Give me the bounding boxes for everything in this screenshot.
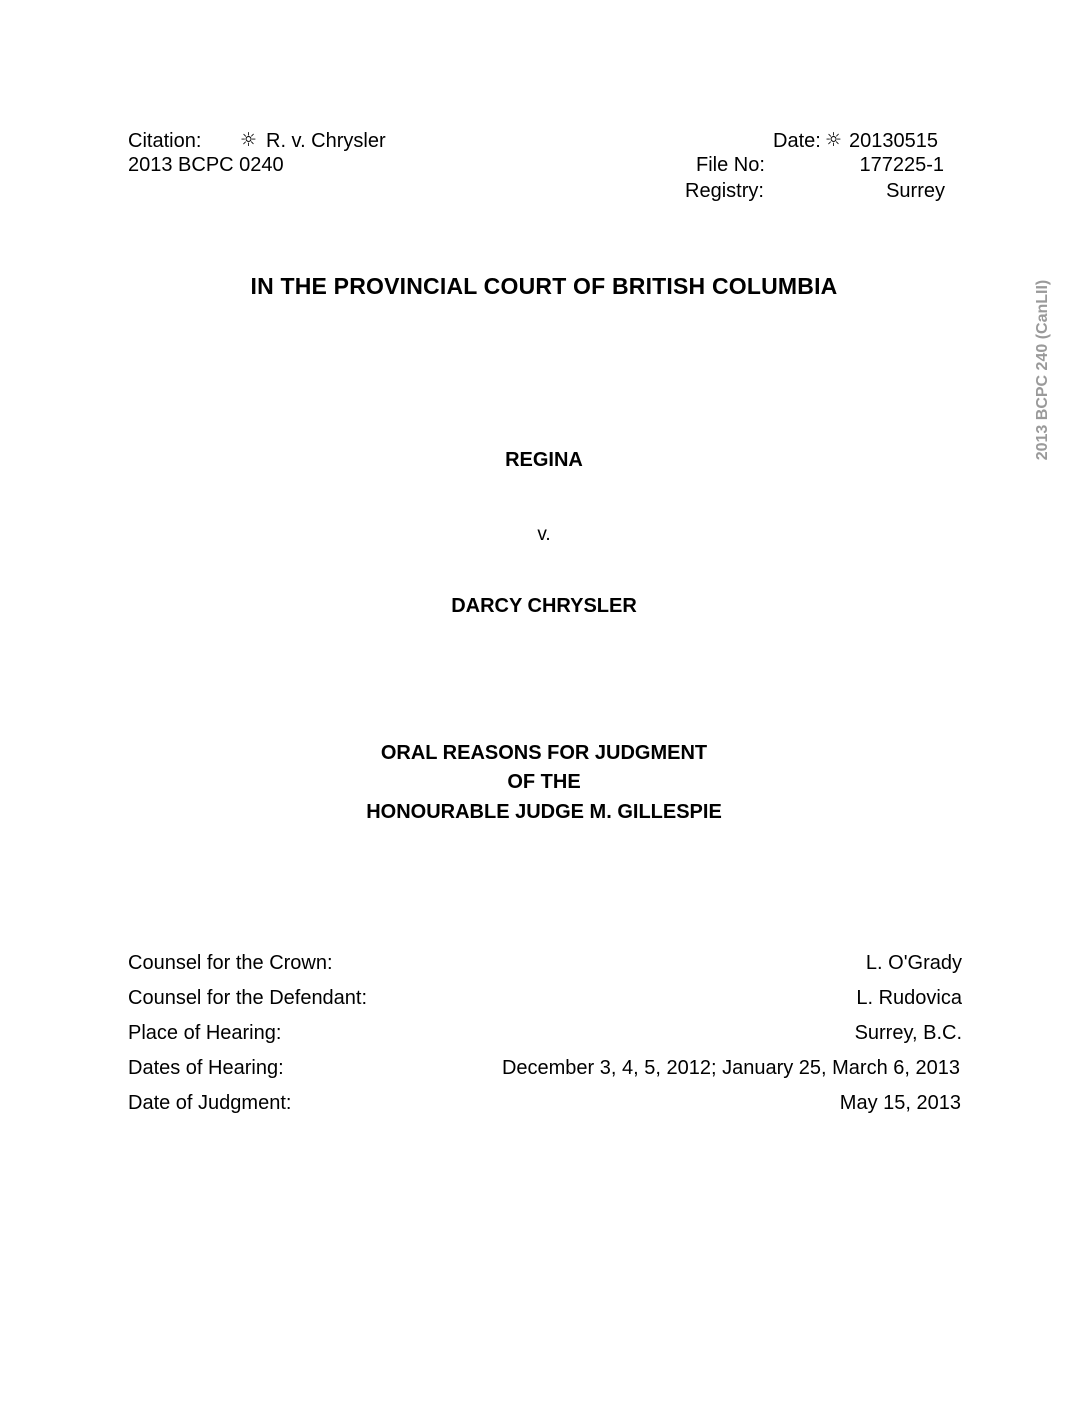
citation-name: R. v. Chrysler (266, 130, 386, 152)
registry-value: Surrey (886, 180, 945, 202)
registry-label: Registry: (685, 180, 764, 202)
details-label: Date of Judgment: (128, 1092, 292, 1114)
date-value: 20130515 (849, 130, 938, 152)
file-value: 177225-1 (859, 154, 944, 176)
details-label: Counsel for the Crown: (128, 952, 333, 974)
party-defendant: DARCY CHRYSLER (451, 595, 637, 617)
details-value: Surrey, B.C. (854, 1022, 962, 1044)
reasons-heading-line1: ORAL REASONS FOR JUDGMENT (380, 742, 708, 764)
citation-cite: 2013 BCPC 0240 (128, 154, 284, 176)
citation-label: Citation: (128, 130, 202, 152)
file-label: File No: (696, 154, 765, 176)
details-label: Place of Hearing: (128, 1022, 282, 1044)
details-value: December 3, 4, 5, 2012; January 25, March 6, 2013 (501, 1057, 960, 1079)
details-value: L. Rudovica (856, 987, 962, 1009)
sun-icon: ☼ (240, 129, 258, 151)
sun-icon: ☼ (825, 129, 843, 151)
details-label: Counsel for the Defendant: (128, 987, 368, 1009)
reasons-heading-line3: HONOURABLE JUDGE M. GILLESPIE (366, 801, 722, 823)
party-versus: v. (537, 524, 551, 545)
date-label: Date: (773, 130, 821, 152)
details-label: Dates of Hearing: (128, 1057, 284, 1079)
canlii-watermark: 2013 BCPC 240 (CanLII) (1034, 279, 1051, 461)
court-title: IN THE PROVINCIAL COURT OF BRITISH COLUMBIA (250, 273, 838, 299)
details-value: May 15, 2013 (839, 1092, 961, 1114)
reasons-heading-line2: OF THE (507, 771, 581, 793)
details-value: L. O'Grady (865, 952, 962, 974)
party-plaintiff: REGINA (505, 449, 583, 471)
